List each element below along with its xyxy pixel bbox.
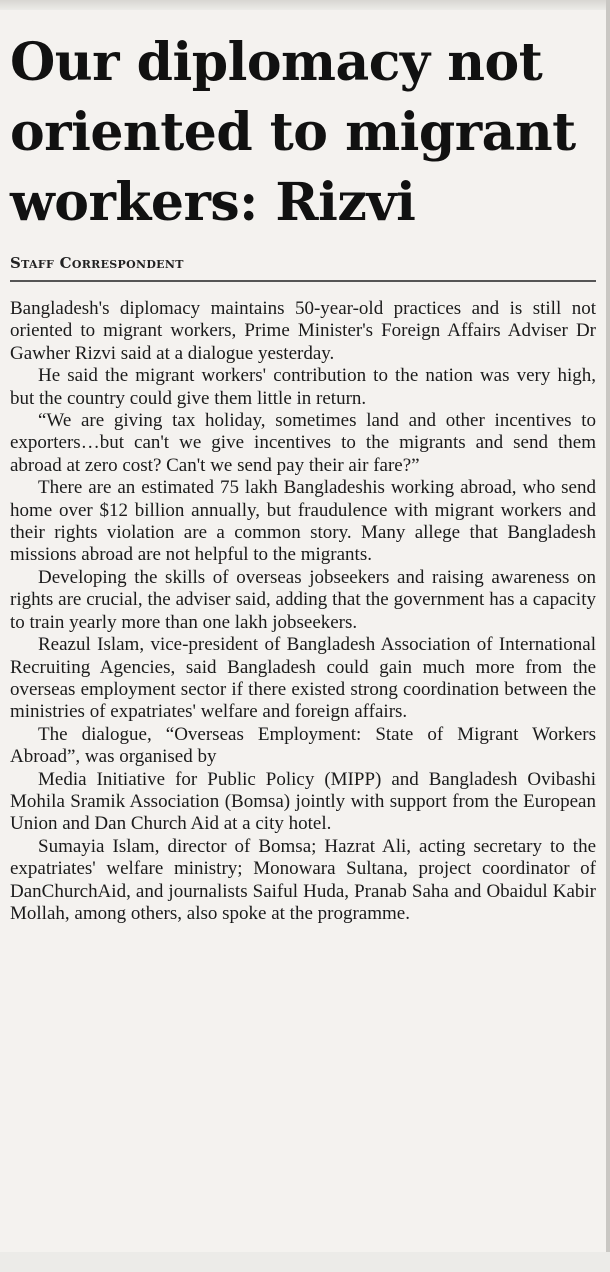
bottom-border [0,1252,610,1272]
newspaper-clipping [10,28,596,925]
right-border [606,0,610,1272]
headline: Our diplomacy not oriented to migrant workers: Rizvi [10,32,576,233]
article-paragraph-8: Media Initiative for Public Policy (MIPP) and Bangladesh Ovibashi Mohila Sramik Association (Bomsa) jointly with support from the European Union and Dan Church Aid at a city hotel. [10,768,596,835]
article-paragraph-1: Bangladesh's diplomacy maintains 50-year-old practices and is still not oriented to migrant workers, Prime Minister's Foreign Affairs Adviser Dr Gawher Rizvi said at a dialogue yesterday. [10,298,596,364]
article-paragraph-3: “We are giving tax holiday, sometimes land and other incentives to exporters…but can't we give incentives to the migrants and send them abroad at zero cost? Can't we send pay their air fare?” [10,410,596,476]
byline-divider [10,280,596,282]
article-body [10,298,596,925]
article-paragraph-4: There are an estimated 75 lakh Bangladeshis working abroad, who send home over $12 billion annually, but fraudulence with migrant workers and their rights violation are a common story. Many allege that Bangladesh missions abroad are not helpful to the migrants. [10,477,596,566]
article-paragraph-5: Developing the skills of overseas jobseekers and raising awareness on rights are crucial, the adviser said, adding that the government has a capacity to train yearly more than one lakh jobseekers. [10,566,596,633]
article-paragraph-7: The dialogue, “Overseas Employment: State of Migrant Workers Abroad”, was organised by [10,723,596,768]
top-border [0,0,610,10]
byline: Staff Correspondent [10,254,184,272]
article-paragraph-2: He said the migrant workers' contribution to the nation was very high, but the country could give them little in return. [10,365,596,409]
article-paragraph-6: Reazul Islam, vice-president of Bangladesh Association of International Recruiting Agencies, said Bangladesh could gain much more from the overseas employment sector if there existed strong coordination between the ministries of expatriates' welfare and foreign affairs. [10,634,596,723]
article-paragraph-9: Sumayia Islam, director of Bomsa; Hazrat Ali, acting secretary to the expatriates' welfare ministry; Monowara Sultana, project coordinator of DanChurchAid, and journalists Saiful Huda, Pranab Saha and Obaidul Kabir Mollah, among others, also spoke at the programme. [10,835,596,924]
